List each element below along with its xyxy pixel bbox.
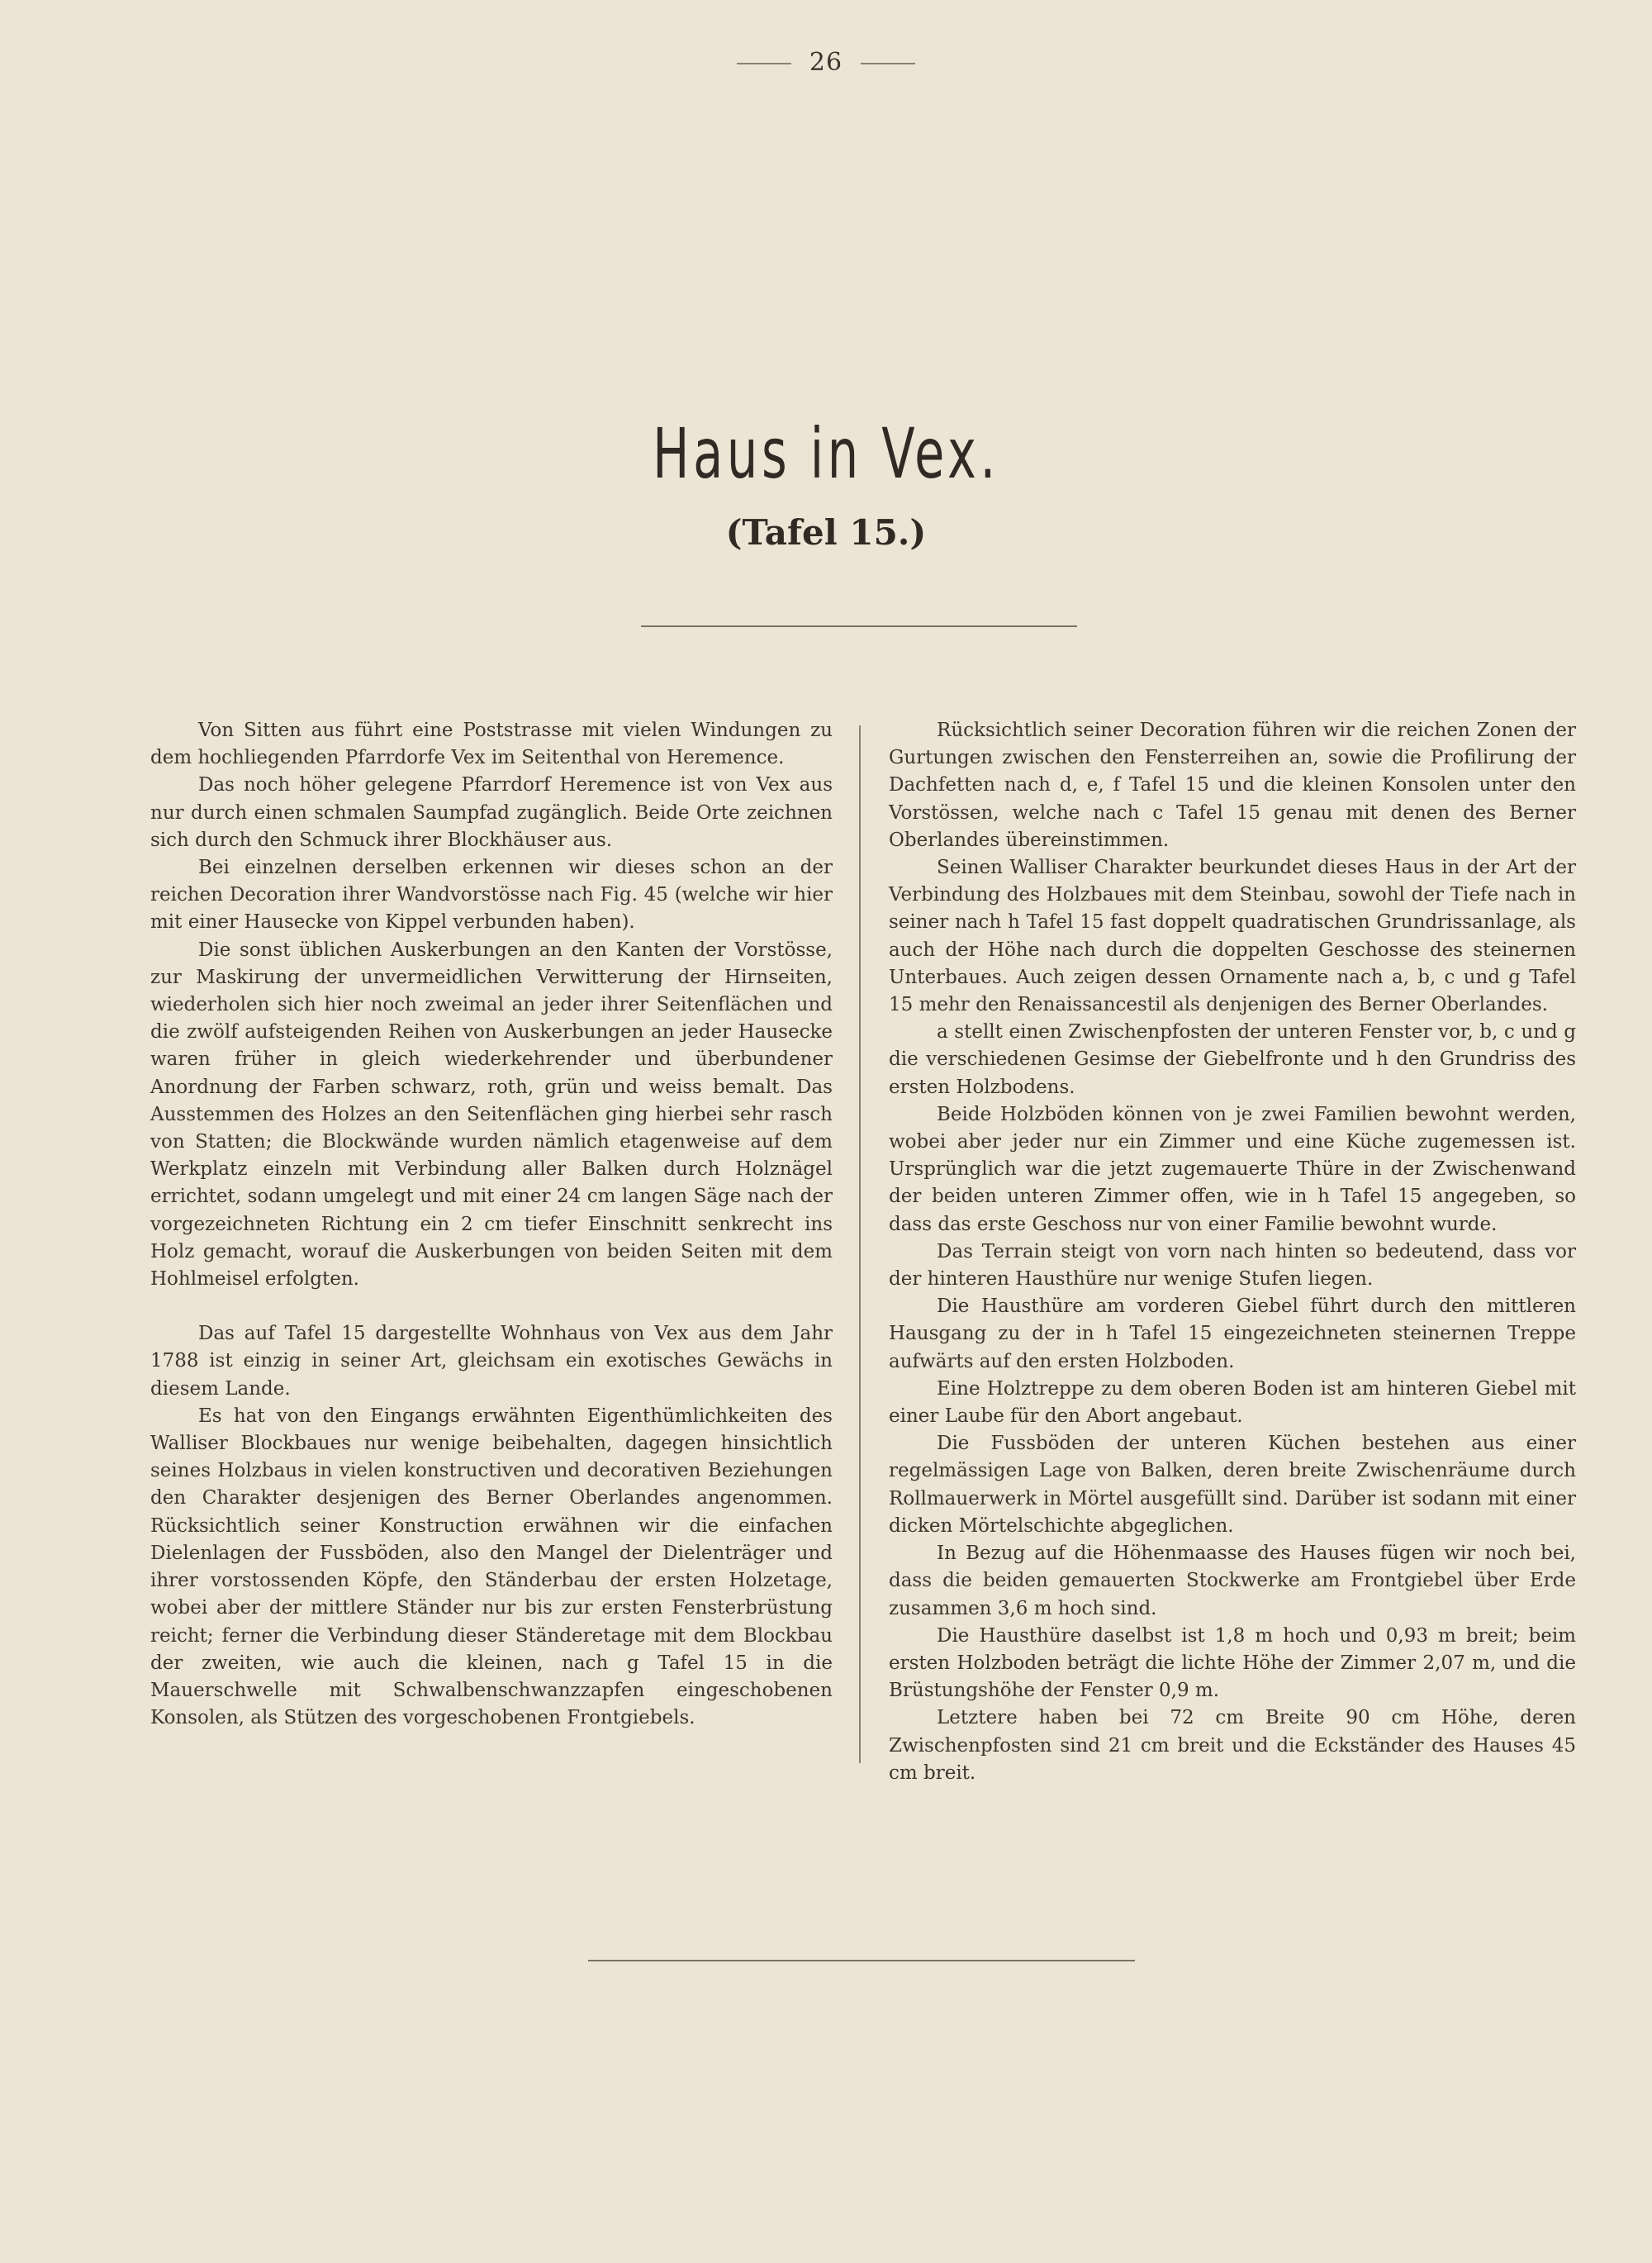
- bottom-rule: [588, 1960, 1135, 1961]
- paragraph: Die Hausthüre am vorderen Giebel führt durch den mittleren Hausgang zu der in h Tafel 15 eingezeichneten steinernen Treppe aufwärts auf den ersten Holzboden.: [889, 1296, 1576, 1372]
- paragraph: Eine Holztreppe zu dem oberen Boden ist am hinteren Giebel mit einer Laube für den Abort angebaut.: [889, 1377, 1576, 1428]
- paragraph: Die sonst üblichen Auskerbungen an den Kanten der Vorstösse, zur Maskirung der unvermeidlichen Verwitterung der Hirnseiten, wiederholen sich hier noch zweimal an jeder ihrer Seitenflächen und die zwölf aufsteigenden Reihen von Auskerbungen an jeder Hausecke waren früher in gleich wiederkehrender und überbundener Anordnung der Farben schwarz, roth, grün und weiss bemalt. Das Ausstemmen des Holzes an den Seitenflächen ging hierbei sehr rasch von Statten; die Blockwände wurden nämlich etagenweise auf dem Werkplatz einzeln mit Verbindung aller Balken durch Holznägel errichtet, sodann umgelegt und mit einer 24 cm langen Säge nach der vorgezeichneten Richtung ein 2 cm tiefer Einschnitt senkrecht ins Holz gemacht, worauf die Auskerbungen von beiden Seiten mit dem Hohlmeisel erfolgten.: [150, 939, 833, 1291]
- paragraph: Die Fussböden der unteren Küchen bestehen aus einer regelmässigen Lage von Balken, deren breite Zwischenräume durch Rollmauerwerk in Mörtel ausgefüllt sind. Darüber ist sodann mit einer dicken Mörtelschichte abgeglichen.: [889, 1433, 1576, 1537]
- page-number-dash-left: [737, 63, 791, 64]
- page-number: [0, 48, 1652, 77]
- paragraph: Die Hausthüre daselbst ist 1,8 m hoch und 0,93 m breit; beim ersten Holzboden beträgt die lichte Höhe der Zimmer 2,07 m, und die Brüstungshöhe der Fenster 0,9 m.: [889, 1624, 1576, 1702]
- paragraph: Das auf Tafel 15 dargestellte Wohnhaus von Vex aus dem Jahr 1788 ist einzig in seiner Art, gleichsam ein exotisches Gewächs in diesem Lande.: [150, 1323, 833, 1400]
- right-column: [889, 717, 1576, 1787]
- paragraph: Von Sitten aus führt eine Poststrasse mit vielen Windungen zu dem hochliegenden Pfarrdorfe Vex im Seitenthal von Heremence.: [150, 720, 833, 769]
- paragraph: Es hat von den Eingangs erwähnten Eigenthümlichkeiten des Walliser Blockbaues nur wenige beibehalten, dagegen hinsichtlich seines Holzbaus in vielen konstructiven und decorativen Beziehungen den Charakter desjenigen des Berner Oberlandes angenommen. Rücksichtlich seiner Konstruction erwähnen wir die einfachen Dielenlagen der Fussböden, also den Mangel der Dielenträger und ihrer vorstossenden Köpfe, den Ständerbau der ersten Holzetage, wobei aber der mittlere Ständer nur bis zur ersten Fensterbrüstung reicht; ferner die Verbindung dieser Ständeretage mit dem Blockbau der zweiten, wie auch die kleinen, nach g Tafel 15 in die Mauerschwelle mit Schwalbenschwanzzapfen eingeschobenen Konsolen, als Stützen des vorgeschobenen Frontgiebels.: [150, 1405, 833, 1729]
- paragraph: Seinen Walliser Charakter beurkundet dieses Haus in der Art der Verbindung des Holzbaues mit dem Steinbau, sowohl der Tiefe nach in seiner nach h Tafel 15 fast doppelt quadratischen Grundrissanlage, als auch der Höhe nach durch die doppelten Geschosse des steinernen Unterbaues. Auch zeigen dessen Ornamente nach a, b, c und g Tafel 15 mehr den Renaissancestil als denjenigen des Berner Oberlandes.: [889, 857, 1576, 1016]
- paragraph: Beide Holzböden können von je zwei Familien bewohnt werden, wobei aber jeder nur ein Zimmer und eine Küche zugemessen ist. Ursprünglich war die jetzt zugemauerte Thüre in der Zwischenwand der beiden unteren Zimmer offen, wie in h Tafel 15 angegeben, so dass das erste Geschoss nur von einer Familie bewohnt wurde.: [889, 1103, 1576, 1235]
- paragraph: Rücksichtlich seiner Decoration führen wir die reichen Zonen der Gurtungen zwischen den Fensterreihen an, sowie die Profilirung der Dachfetten nach d, e, f Tafel 15 und die kleinen Konsolen unter den Vorstössen, welche nach c Tafel 15 genau mit denen des Berner Oberlandes übereinstimmen.: [889, 720, 1576, 851]
- title-rule: [641, 625, 1077, 627]
- page-number-text: 26: [809, 48, 843, 77]
- page-title: Haus in Vex.: [653, 413, 999, 494]
- left-column: [150, 717, 833, 1732]
- column-divider: [859, 725, 861, 1763]
- paragraph: Das Terrain steigt von vorn nach hinten so bedeutend, dass vor der hinteren Hausthüre nur wenige Stufen liegen.: [889, 1240, 1576, 1291]
- paragraph: Letztere haben bei 72 cm Breite 90 cm Höhe, deren Zwischenpfosten sind 21 cm breit und die Eckständer des Hauses 45 cm breit.: [889, 1707, 1576, 1784]
- paragraph: In Bezug auf die Höhenmaasse des Hauses fügen wir noch bei, dass die beiden gemauerten Stockwerke am Frontgiebel über Erde zusammen 3,6 m hoch sind.: [889, 1543, 1576, 1619]
- page-number-dash-right: [861, 63, 915, 64]
- paragraph: Das noch höher gelegene Pfarrdorf Heremence ist von Vex aus nur durch einen schmalen Saumpfad zugänglich. Beide Orte zeichnen sich durch den Schmuck ihrer Blockhäuser aus.: [150, 774, 833, 851]
- paragraph: a stellt einen Zwischenpfosten der unteren Fenster vor, b, c und g die verschiedenen Gesimse der Giebelfronte und h den Grundriss des ersten Holzbodens.: [889, 1021, 1576, 1098]
- paragraph: Bei einzelnen derselben erkennen wir dieses schon an der reichen Decoration ihrer Wandvorstösse nach Fig. 45 (welche wir hier mit einer Hausecke von Kippel verbunden haben).: [150, 857, 833, 934]
- page-subtitle: (Tafel 15.): [725, 512, 927, 553]
